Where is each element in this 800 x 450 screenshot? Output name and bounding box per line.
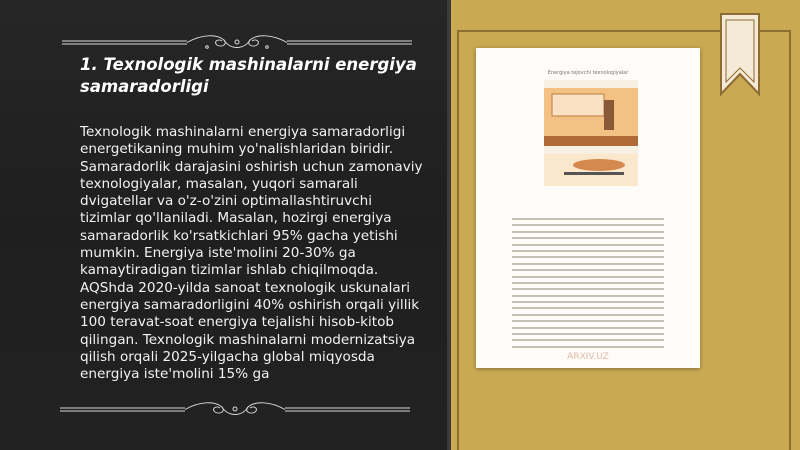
bookmark-ribbon-icon xyxy=(718,12,762,98)
top-divider-ornament xyxy=(62,32,412,54)
document-text-lines xyxy=(512,218,664,352)
document-watermark: ARXIV.UZ xyxy=(567,352,609,362)
slide-body-text: Texnologik mashinalarni energiya samaradorligi energetikaning muhim yo'nalishlaridan biridir. Samaradorlik darajasini oshirish uchun zamonaviy texnologiyalar, masalan, yuqori samarali dvigatellar va o'z-o'zini optimallashtiruvchi tizimlar qo'llaniladi. Masalan, hozirgi energiya samaradorlik ko'rsatkichlari 95% gacha yetishi mumkin. Energiya iste'molini 20-30% ga kamaytiradigan tizimlar ishlab chiqilmoqda. AQShda 2020-yilda sanoat texnologik uskunalari energiya samaradorligini 40% oshirish orqali yillik 100 teravat-soat energiya tejalishi hisob-kitob qilingan. Texnologik mashinalarni modernizatsiya qilish orqali 2025-yilgacha global miqyosda energiya iste'molini 15% ga xyxy=(80,124,423,383)
slide-title: 1. Texnologik mashinalarni energiya samaradorligi xyxy=(80,55,417,96)
document-figure-image xyxy=(544,80,638,186)
document-header: Energiya tejovchi texnologiyalar xyxy=(547,70,629,76)
document-preview xyxy=(476,48,700,368)
bottom-divider-ornament xyxy=(60,399,410,421)
